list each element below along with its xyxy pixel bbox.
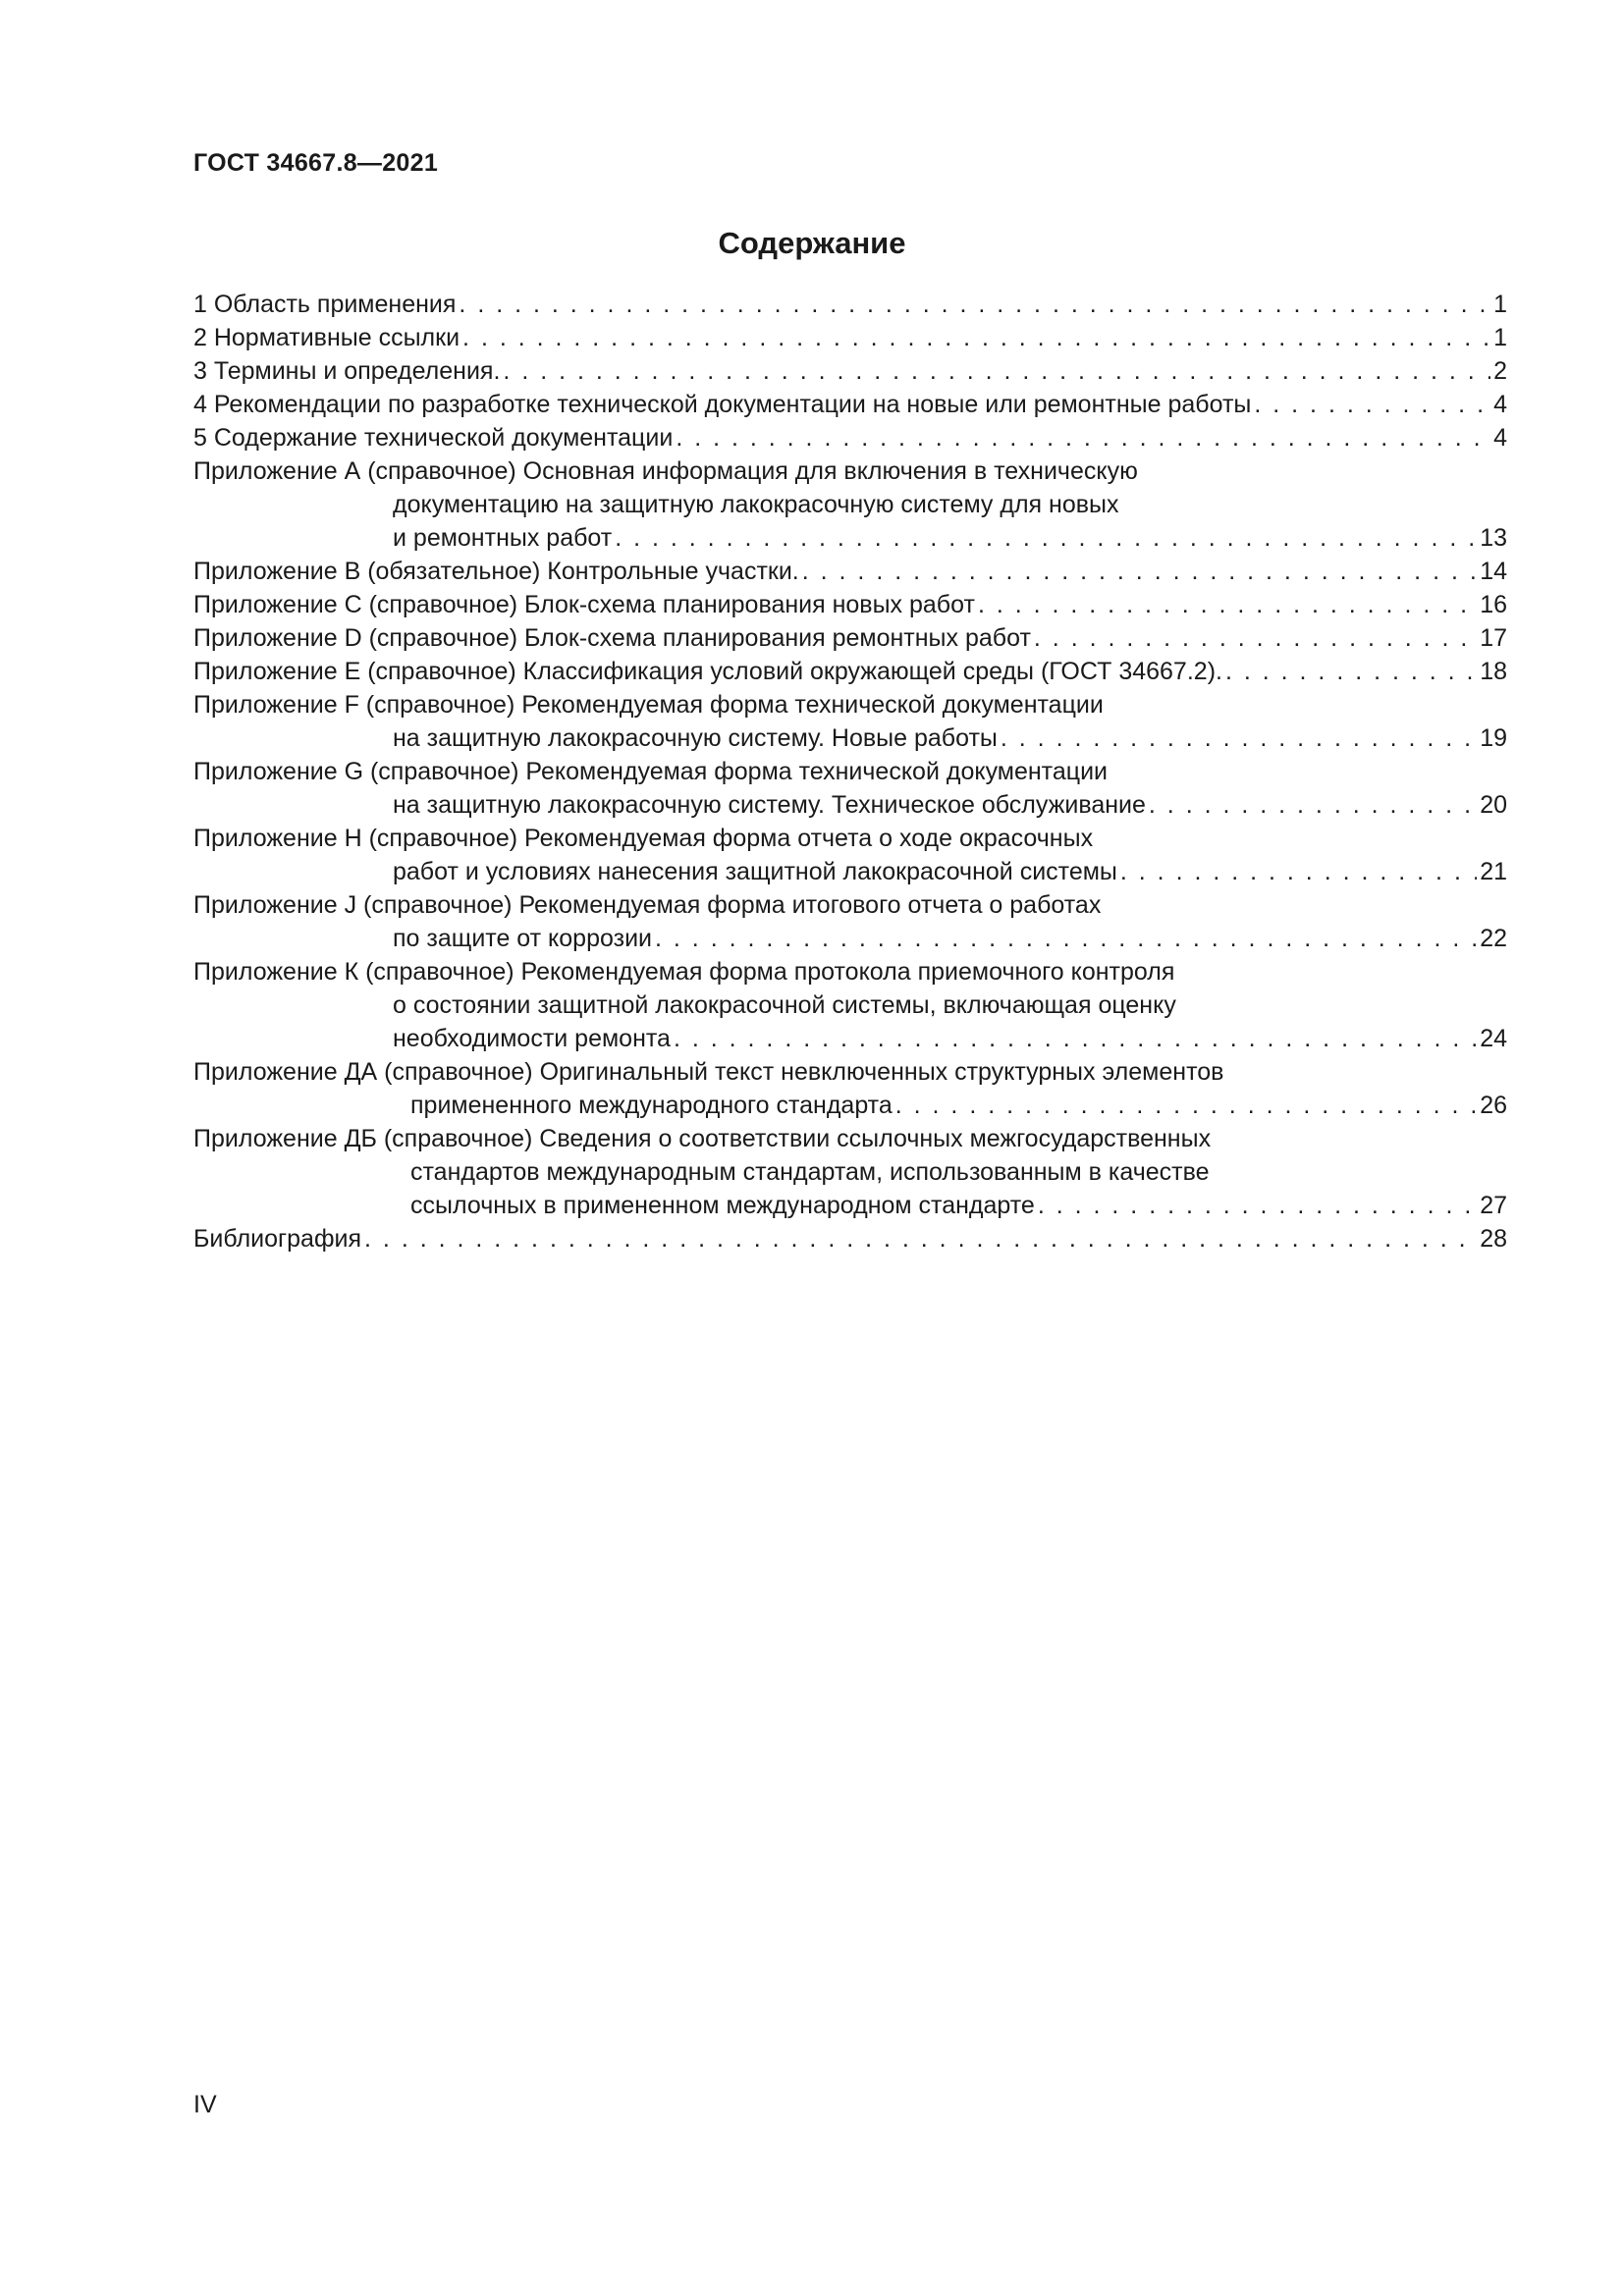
toc-leader-dots: [1120, 855, 1477, 888]
toc-page-number: 4: [1493, 424, 1507, 452]
toc-entry-continuation: примененного международного стандарта: [410, 1092, 893, 1119]
toc-entry-title: Приложение G (справочное) Рекомендуемая форма технической документации: [193, 758, 1109, 785]
toc-page-number: 16: [1480, 591, 1507, 618]
toc-leader-dots: [674, 1022, 1477, 1055]
toc-entry[interactable]: [193, 1122, 1507, 1222]
toc-entry[interactable]: [193, 388, 1507, 421]
toc-entry-continuation: стандартов международным стандартам, использованным в качестве: [410, 1158, 1210, 1186]
toc-page-number: 13: [1480, 524, 1507, 552]
toc-leader-dots: [1254, 388, 1490, 421]
toc-leader-dots: [1149, 788, 1477, 822]
toc-leader-dots: [655, 922, 1477, 955]
toc-page-number: 28: [1480, 1225, 1507, 1253]
toc-entry-title: Приложение ДБ (справочное) Сведения о соответствии ссылочных межгосударственных: [193, 1125, 1212, 1152]
toc-leader-dots: [802, 555, 1477, 588]
toc-leader-dots: [978, 588, 1477, 621]
toc-entry-continuation: о состоянии защитной лакокрасочной системы, включающая оценку: [393, 991, 1176, 1019]
toc-entry-continuation: ссылочных в примененном международном стандарте: [410, 1192, 1035, 1219]
toc-page-number: 22: [1480, 925, 1507, 952]
toc-page-number: 4: [1493, 391, 1507, 418]
toc-leader-dots: [459, 288, 1490, 321]
toc-entry[interactable]: [193, 354, 1507, 388]
toc-entry[interactable]: [193, 1055, 1507, 1122]
toc-page-number: 1: [1493, 324, 1507, 351]
toc-entry-title: Приложение Н (справочное) Рекомендуемая форма отчета о ходе окрасочных: [193, 825, 1094, 852]
toc-entry-title: Приложение К (справочное) Рекомендуемая форма протокола приемочного контроля: [193, 958, 1175, 986]
toc-page-number: 17: [1480, 624, 1507, 652]
toc-leader-dots: [1034, 621, 1477, 655]
toc-entry[interactable]: [193, 1222, 1507, 1255]
toc-entry-title: Приложение С (справочное) Блок-схема планирования новых работ: [193, 591, 975, 618]
toc-entry-continuation: работ и условиях нанесения защитной лакокрасочной системы: [393, 858, 1117, 885]
toc-page-number: 24: [1480, 1025, 1507, 1052]
toc-entry-continuation: документацию на защитную лакокрасочную систему для новых: [393, 491, 1119, 518]
toc-entry[interactable]: [193, 655, 1507, 688]
toc-leader-dots: [462, 321, 1490, 354]
toc-leader-dots: [503, 354, 1490, 388]
toc-entry[interactable]: [193, 755, 1507, 822]
toc-entry-title: 4 Рекомендации по разработке технической документации на новые или ремонтные работы: [193, 391, 1252, 418]
toc-entry-title: 2 Нормативные ссылки: [193, 324, 460, 351]
toc-entry-title: Приложение D (справочное) Блок-схема планирования ремонтных работ: [193, 624, 1031, 652]
toc-entry-continuation: по защите от коррозии: [393, 925, 653, 952]
toc-page-number: 21: [1480, 858, 1507, 885]
table-of-contents: [193, 288, 1507, 1255]
toc-entry-continuation: необходимости ремонта: [393, 1025, 671, 1052]
toc-entry[interactable]: [193, 888, 1507, 955]
toc-leader-dots: [895, 1089, 1477, 1122]
toc-entry[interactable]: [193, 454, 1507, 555]
toc-entry-title: Приложение А (справочное) Основная информация для включения в техническую: [193, 457, 1138, 485]
toc-page-number: 1: [1493, 291, 1507, 318]
toc-entry-title: Приложение F (справочное) Рекомендуемая форма технической документации: [193, 691, 1104, 719]
toc-entry-title: 5 Содержание технической документации: [193, 424, 674, 452]
toc-entry-continuation: и ремонтных работ: [393, 524, 613, 552]
toc-entry[interactable]: [193, 822, 1507, 888]
toc-page-number: 2: [1493, 357, 1507, 385]
toc-entry[interactable]: [193, 588, 1507, 621]
toc-entry[interactable]: [193, 955, 1507, 1055]
toc-entry[interactable]: [193, 321, 1507, 354]
toc-entry-title: Библиография: [193, 1225, 362, 1253]
toc-entry[interactable]: [193, 688, 1507, 755]
toc-entry[interactable]: [193, 555, 1507, 588]
page-number: IV: [193, 2091, 217, 2118]
toc-page-number: 26: [1480, 1092, 1507, 1119]
toc-page-number: 27: [1480, 1192, 1507, 1219]
toc-page-number: 18: [1480, 658, 1507, 685]
toc-leader-dots: [1001, 721, 1477, 755]
toc-entry-title: Приложение ДА (справочное) Оригинальный текст невключенных структурных элементов: [193, 1058, 1224, 1086]
toc-page-number: 14: [1480, 558, 1507, 585]
toc-title: Содержание: [718, 226, 906, 260]
toc-entry-title: 3 Термины и определения.: [193, 357, 501, 385]
toc-entry-title: Приложение Е (справочное) Классификация условий окружающей среды (ГОСТ 34667.2).: [193, 658, 1222, 685]
toc-leader-dots: [1225, 655, 1477, 688]
toc-leader-dots: [364, 1222, 1477, 1255]
toc-leader-dots: [615, 521, 1477, 555]
toc-entry[interactable]: [193, 421, 1507, 454]
toc-entry-title: Приложение J (справочное) Рекомендуемая форма итогового отчета о работах: [193, 891, 1102, 919]
toc-entry-title: Приложение В (обязательное) Контрольные участки.: [193, 558, 799, 585]
document-code: ГОСТ 34667.8—2021: [193, 149, 439, 177]
toc-page-number: 19: [1480, 724, 1507, 752]
toc-leader-dots: [676, 421, 1490, 454]
toc-page-number: 20: [1480, 791, 1507, 819]
toc-entry[interactable]: [193, 621, 1507, 655]
toc-entry-continuation: на защитную лакокрасочную систему. Техническое обслуживание: [393, 791, 1146, 819]
toc-entry[interactable]: [193, 288, 1507, 321]
toc-entry-continuation: на защитную лакокрасочную систему. Новые работы: [393, 724, 998, 752]
toc-leader-dots: [1038, 1189, 1477, 1222]
toc-entry-title: 1 Область применения: [193, 291, 457, 318]
